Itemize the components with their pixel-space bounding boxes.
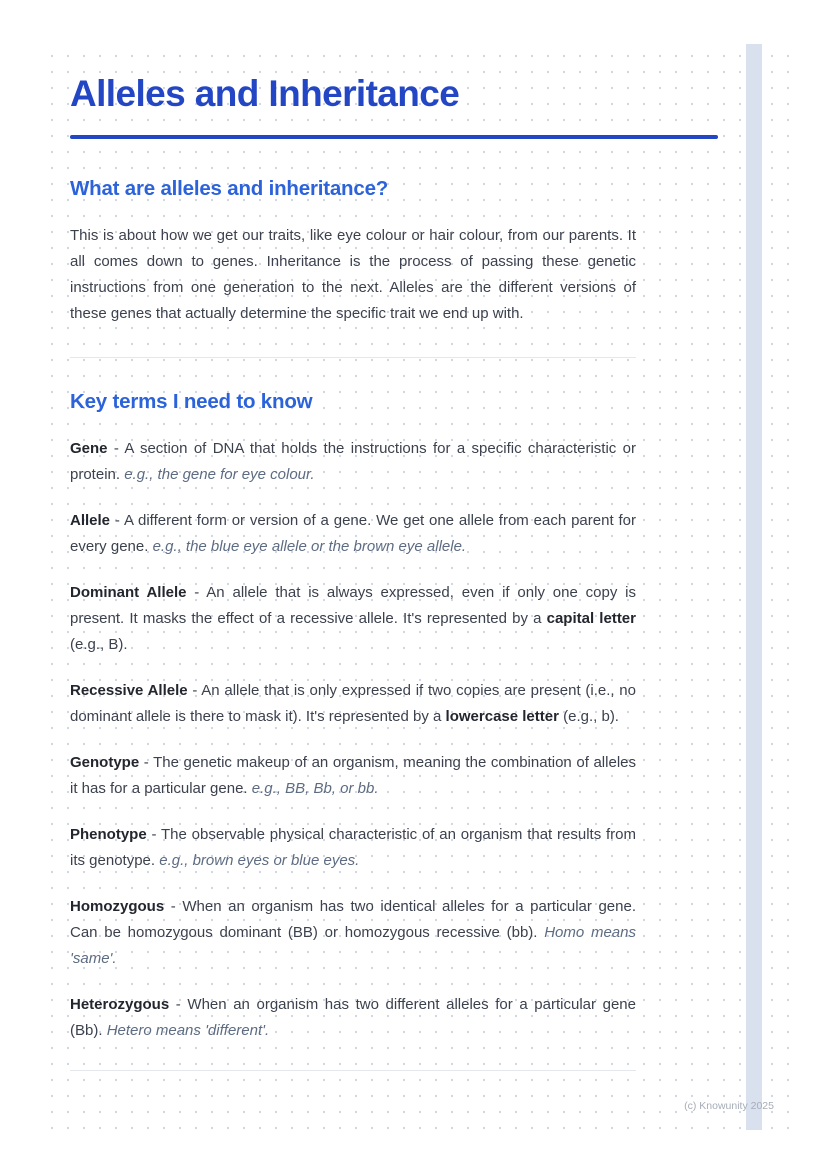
definition-segment: lowercase letter: [445, 707, 559, 725]
definition-segment: - When an organism has two identical alleles for a particular gene. Can be homozygous dominant (BB) or homozygous recessive (bb).: [70, 897, 636, 941]
bottom-divider: [70, 1070, 636, 1071]
definition-segment: - When an organism has two different alleles for a particular gene (Bb).: [70, 995, 636, 1039]
definition-segment: e.g., the blue eye allele or the brown eye allele.: [152, 537, 467, 555]
definition-paragraph: [70, 580, 636, 658]
definition-segment: (e.g., b).: [558, 707, 619, 725]
title-underline-rule: [70, 135, 718, 139]
definition-segment: Dominant Allele: [70, 583, 187, 601]
definition-segment: - An allele that is always expressed, even if only one copy is present. It masks the effect of a recessive allele. It's represented by a: [70, 583, 636, 627]
definitions: [70, 436, 636, 1044]
definition-segment: Recessive Allele: [70, 681, 188, 699]
definition-segment: Genotype: [70, 753, 140, 771]
note-sheet: [40, 44, 796, 1130]
definition-paragraph: [70, 508, 636, 560]
definition-segment: Gene: [70, 439, 108, 457]
definition-segment: Hetero means 'different'.: [106, 1021, 270, 1039]
definition-segment: e.g., brown eyes or blue eyes.: [159, 851, 360, 869]
definition-paragraph: [70, 750, 636, 802]
definition-segment: - A section of DNA that holds the instructions for a specific characteristic or protein.: [70, 439, 636, 483]
section-heading-key-terms: Key terms I need to know: [70, 389, 313, 413]
definition-paragraph: [70, 894, 636, 972]
definition-segment: - A different form or version of a gene. We get one allele from each parent for every gene.: [70, 511, 636, 555]
definition-segment: Heterozygous: [70, 995, 170, 1013]
section-heading-intro: What are alleles and inheritance?: [70, 176, 389, 200]
page-title: Alleles and Inheritance: [70, 73, 460, 114]
definition-segment: capital letter: [546, 609, 636, 627]
definition-segment: Allele: [70, 511, 111, 529]
page-edge-strip: [746, 44, 762, 1130]
definition-segment: (e.g., B).: [70, 635, 128, 653]
definition-segment: e.g., BB, Bb, or bb.: [251, 779, 379, 797]
definition-segment: Homo means 'same'.: [70, 923, 636, 967]
definition-segment: - An allele that is only expressed if two copies are present (i.e., no dominant allele is there to mask it). It's represented by a: [70, 681, 636, 725]
definition-paragraph: [70, 436, 636, 488]
intro-paragraph: This is about how we get our traits, like eye colour or hair colour, from our parents. It all comes down to genes. Inheritance is the process of passing these genetic instructions from one generation to the next. Alleles are the different versions of these genes that actually determine the specific trait we end up with.: [70, 226, 636, 322]
definition-paragraph: [70, 992, 636, 1044]
definition-paragraph: [70, 678, 636, 730]
definition-segment: - The genetic makeup of an organism, meaning the combination of alleles it has for a particular gene.: [70, 753, 636, 797]
section-divider: [70, 357, 636, 358]
copyright-watermark: (c) Knowunity 2025: [684, 1100, 774, 1112]
note-content: [70, 74, 636, 1071]
definition-segment: Phenotype: [70, 825, 147, 843]
definition-segment: - The observable physical characteristic of an organism that results from its genotype.: [70, 825, 636, 869]
definition-segment: e.g., the gene for eye colour.: [124, 465, 315, 483]
definition-paragraph: [70, 822, 636, 874]
definition-segment: Homozygous: [70, 897, 165, 915]
